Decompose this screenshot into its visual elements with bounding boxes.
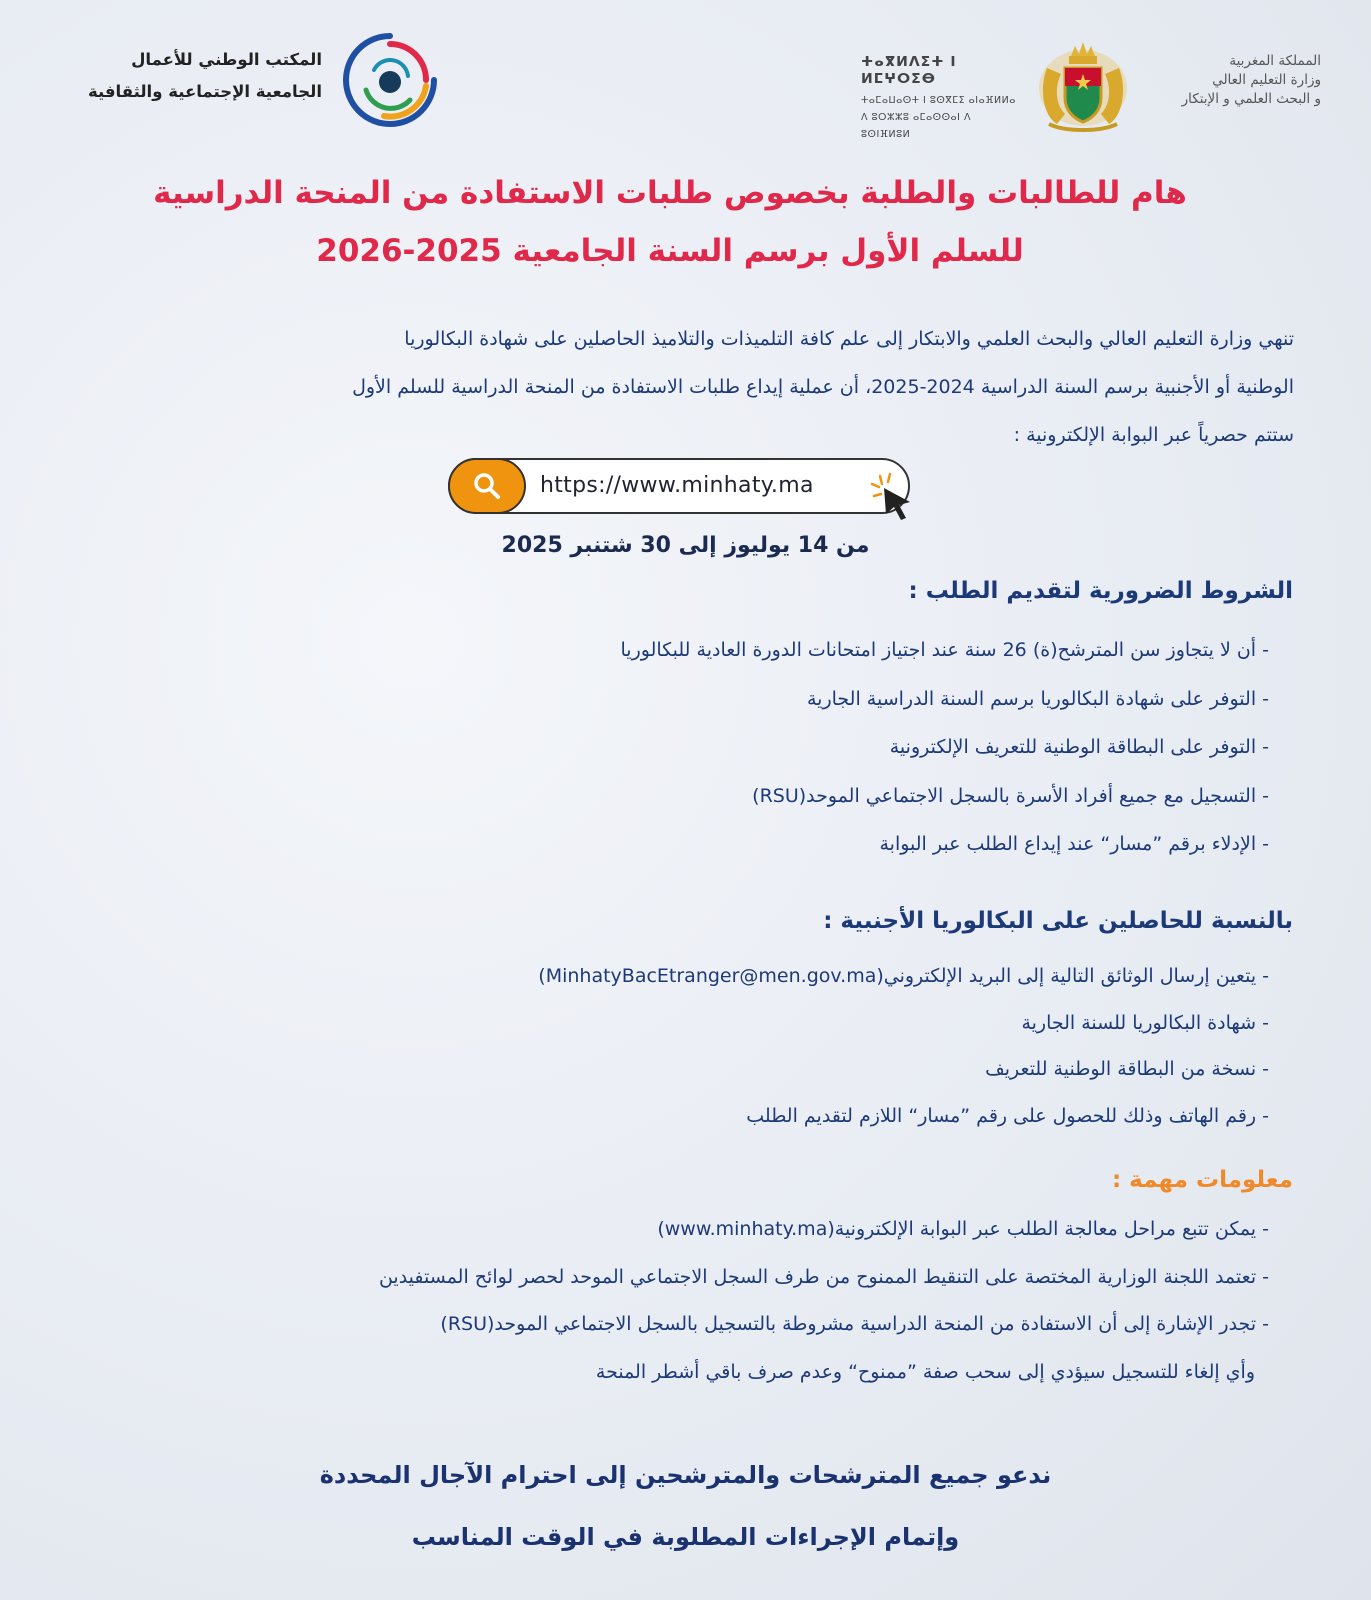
- intro-line: ستتم حصرياً عبر البوابة الإلكترونية :: [1013, 424, 1294, 446]
- list-item: - أن لا يتجاوز سن المترشح(ة) 26 سنة عند اجتياز امتحانات الدورة العادية للبكالوريا: [620, 639, 1269, 661]
- onousc-name: [50, 44, 322, 108]
- intro-line: تنهي وزارة التعليم العالي والبحث العلمي والابتكار إلى علم كافة التلميذات والتلاميذ الحاصلين على شهادة البكالوريا: [404, 328, 1294, 350]
- list-item: - يمكن تتبع مراحل معالجة الطلب عبر البوابة الإلكترونية(www.minhaty.ma): [657, 1218, 1269, 1240]
- tifinagh-line: ⴷ ⵓⵔⵣⵣⵓ ⴰⵎⴰⵙⵙⴰⵏ ⴷ ⵓⵙⵏⴼⵍⵓⵍ: [861, 112, 971, 140]
- onousc-line: الجامعية الإجتماعية والثقافية: [88, 82, 322, 101]
- tifinagh-name: [861, 54, 1021, 143]
- conditions-list: [49, 626, 1269, 869]
- portal-url: https://www.minhaty.ma: [540, 473, 814, 498]
- portal-search-bar: [448, 458, 910, 514]
- list-item: - رقم الهاتف وذلك للحصول على رقم ”مسار“ اللازم لتقديم الطلب: [746, 1104, 1269, 1127]
- list-item: - التوفر على البطاقة الوطنية للتعريف الإلكترونية: [889, 736, 1269, 758]
- ministry-line: و البحث العلمي و الإبتكار: [1181, 91, 1321, 107]
- conditions-heading: الشروط الضرورية لتقديم الطلب :: [908, 578, 1293, 604]
- closing-line: ندعو جميع المترشحات والمترشحين إلى احترام الآجال المحددة: [319, 1461, 1052, 1489]
- onousc-line: المكتب الوطني للأعمال: [131, 50, 322, 69]
- submission-dates: من 14 يوليوز إلى 30 شتنبر 2025: [501, 533, 870, 558]
- foreign-bac-list: [49, 953, 1269, 1139]
- tifinagh-title: ⵜⴰⴳⵍⴷⵉⵜ ⵏ ⵍⵎⵖⵔⵉⴱ: [861, 54, 957, 87]
- intro-line: الوطنية أو الأجنبية برسم السنة الدراسية 2024-2025، أن عملية إيداع طلبات الاستفادة من المنحة الدراسية للسلم الأول: [352, 376, 1294, 398]
- ministry-header: [851, 28, 1321, 140]
- closing-message: [0, 1444, 1371, 1568]
- click-cursor-icon: [870, 472, 922, 522]
- royal-crest-icon: [1035, 28, 1131, 132]
- list-item: - نسخة من البطاقة الوطنية للتعريف: [985, 1058, 1269, 1080]
- onousc-header: [50, 30, 440, 130]
- title-line: هام للطالبات والطلبة بخصوص طلبات الاستفادة من المنحة الدراسية: [153, 175, 1187, 211]
- important-info-heading: معلومات مهمة :: [1111, 1167, 1293, 1193]
- intro-paragraph: [52, 315, 1294, 459]
- list-item: - التوفر على شهادة البكالوريا برسم السنة الدراسية الجارية: [806, 687, 1269, 710]
- foreign-bac-heading: بالنسبة للحاصلين على البكالوريا الأجنبية :: [823, 908, 1293, 934]
- ministry-line: وزارة التعليم العالي: [1212, 72, 1321, 88]
- important-info-list: [49, 1206, 1269, 1396]
- search-icon: [472, 471, 502, 501]
- closing-line: وإتمام الإجراءات المطلوبة في الوقت المناسب: [411, 1523, 960, 1551]
- page-title: [70, 164, 1270, 280]
- ministry-name: [1151, 52, 1321, 109]
- search-button: [448, 458, 526, 514]
- ministry-line: المملكة المغربية: [1229, 53, 1321, 69]
- list-item: - يتعين إرسال الوثائق التالية إلى البريد الإلكتروني(MinhatyBacEtranger@men.gov.ma): [538, 965, 1269, 987]
- tifinagh-line: ⵜⴰⵎⴰⵡⴰⵙⵜ ⵏ ⵓⵙⴳⵎⵉ ⴰⵏⴰⴼⵍⵍⴰ: [861, 95, 1016, 106]
- list-item: - تعتمد اللجنة الوزارية المختصة على التنقيط الممنوح من طرف السجل الاجتماعي الموحد لحصر لوائح المستفيدين: [378, 1265, 1269, 1288]
- onousc-logo-icon: [340, 30, 440, 130]
- list-item: وأي إلغاء للتسجيل سيؤدي إلى سحب صفة ”ممنوح“ وعدم صرف باقي أشطر المنحة: [595, 1360, 1255, 1383]
- list-item: - تجدر الإشارة إلى أن الاستفادة من المنحة الدراسية مشروطة بالتسجيل بالسجل الاجتماعي الموحد(RSU): [440, 1313, 1269, 1335]
- list-item: - التسجيل مع جميع أفراد الأسرة بالسجل الاجتماعي الموحد(RSU): [752, 784, 1269, 807]
- list-item: - شهادة البكالوريا للسنة الجارية: [1021, 1011, 1269, 1034]
- title-line: للسلم الأول برسم السنة الجامعية 2025-2026: [316, 233, 1024, 269]
- list-item: - الإدلاء برقم ”مسار“ عند إيداع الطلب عبر البوابة: [879, 833, 1269, 855]
